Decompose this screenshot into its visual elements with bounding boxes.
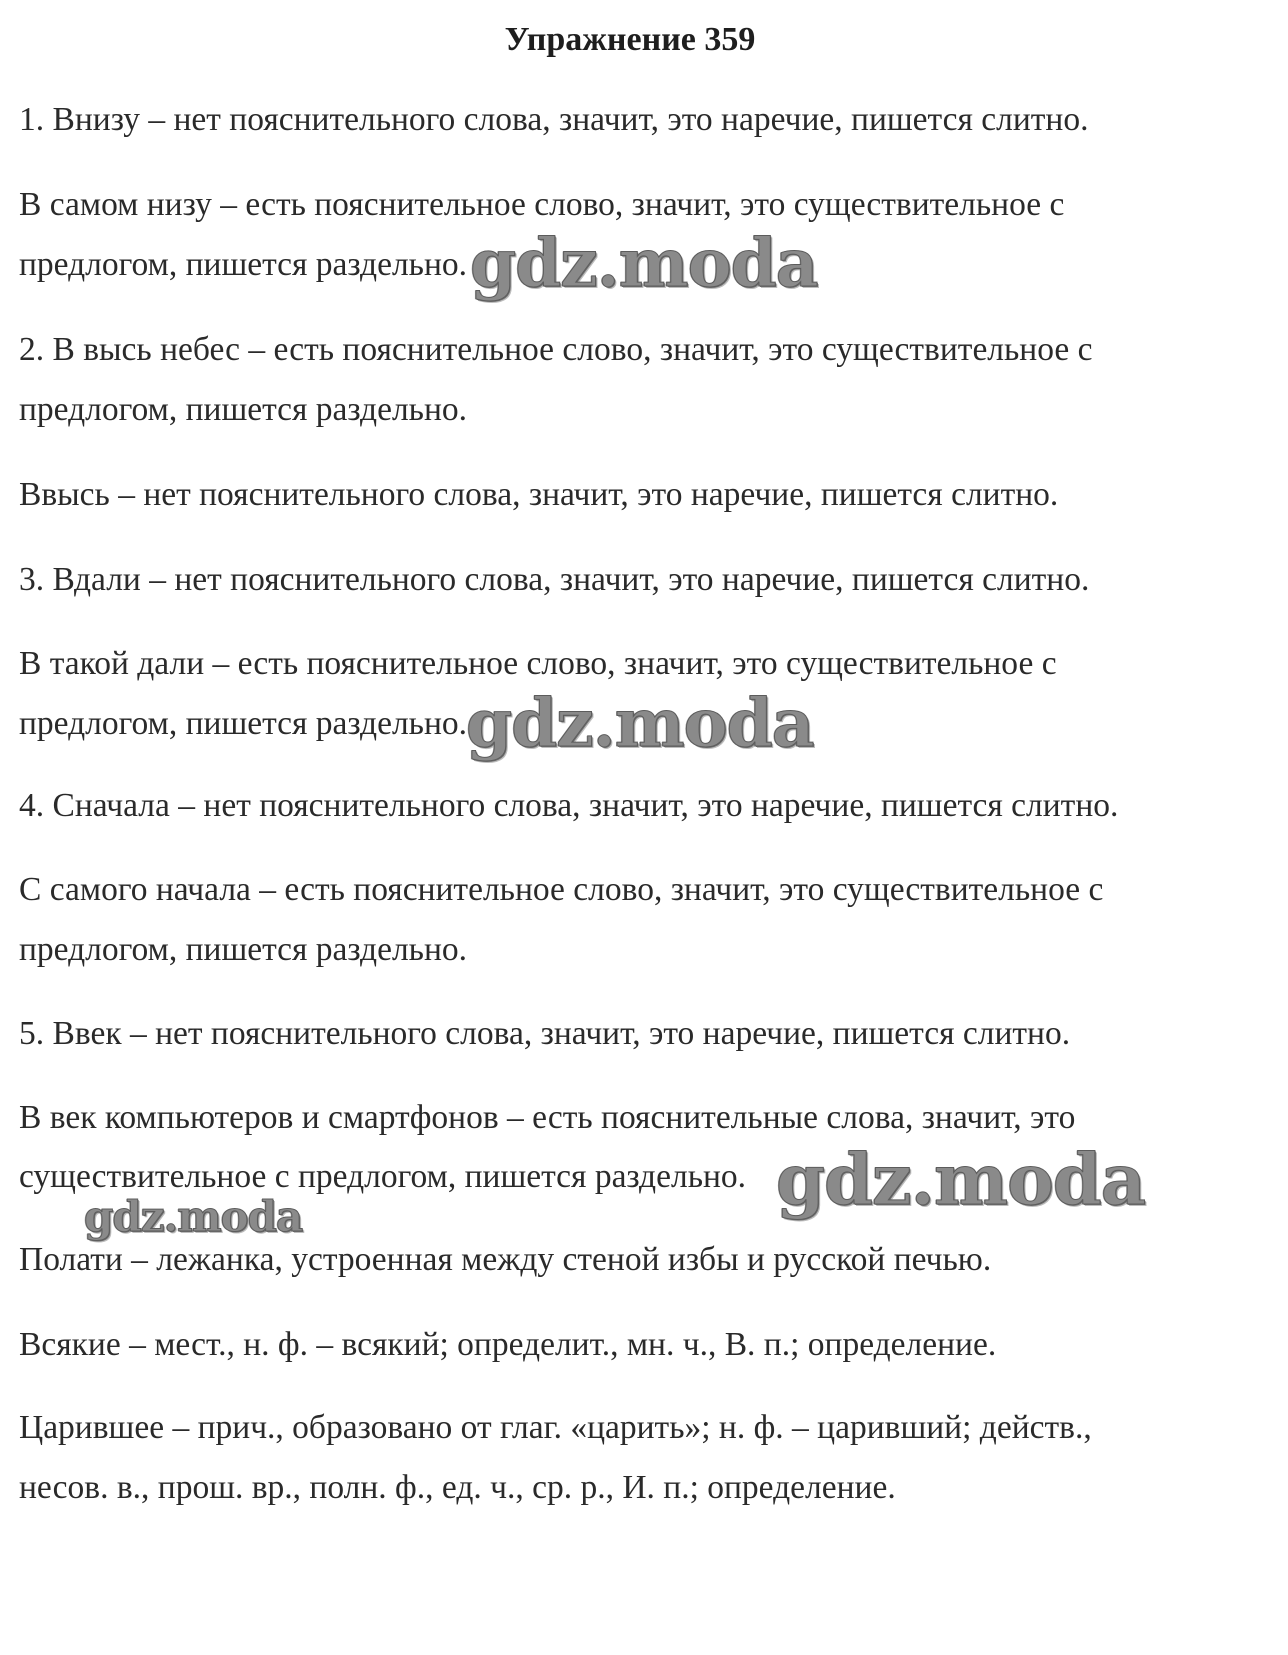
- text-line: 2. В высь небес – есть пояснительное слово, значит, это существительное с: [19, 331, 1093, 368]
- text-line: 3. Вдали – нет пояснительного слова, значит, это наречие, пишется слитно.: [19, 561, 1090, 598]
- text-line: 5. Ввек – нет пояснительного слова, значит, это наречие, пишется слитно.: [19, 1015, 1071, 1052]
- text-line: В самом низу – есть пояснительное слово, значит, это существительное с: [19, 186, 1065, 223]
- text-line: Полати – лежанка, устроенная между стеной избы и русской печью.: [19, 1241, 992, 1278]
- text-line: предлогом, пишется раздельно.: [19, 246, 468, 283]
- watermark: gdz.moda: [776, 1138, 1146, 1221]
- text-line: Всякие – мест., н. ф. – всякий; определит., мн. ч., В. п.; определение.: [19, 1326, 997, 1363]
- text-line: предлогом, пишется раздельно.: [19, 705, 468, 742]
- watermark: gdz.moda: [466, 684, 814, 762]
- text-line: В такой дали – есть пояснительное слово, значит, это существительное с: [19, 645, 1057, 682]
- text-line: 4. Сначала – нет пояснительного слова, значит, это наречие, пишется слитно.: [19, 787, 1119, 824]
- watermark: gdz.moda: [84, 1192, 303, 1241]
- text-line: существительное с предлогом, пишется раздельно.: [19, 1158, 747, 1195]
- text-line: 1. Внизу – нет пояснительного слова, значит, это наречие, пишется слитно.: [19, 101, 1089, 138]
- text-line: Царившее – прич., образовано от глаг. «царить»; н. ф. – царивший; действ.,: [19, 1409, 1092, 1446]
- text-line: В век компьютеров и смартфонов – есть пояснительные слова, значит, это: [19, 1099, 1076, 1136]
- text-line: Ввысь – нет пояснительного слова, значит, это наречие, пишется слитно.: [19, 476, 1059, 513]
- text-line: С самого начала – есть пояснительное слово, значит, это существительное с: [19, 871, 1104, 908]
- text-line: предлогом, пишется раздельно.: [19, 931, 468, 968]
- page-title: Упражнение 359: [504, 21, 756, 58]
- text-line: предлогом, пишется раздельно.: [19, 391, 468, 428]
- watermark: gdz.moda: [470, 224, 818, 302]
- text-line: несов. в., прош. вр., полн. ф., ед. ч., ср. р., И. п.; определение.: [19, 1469, 896, 1506]
